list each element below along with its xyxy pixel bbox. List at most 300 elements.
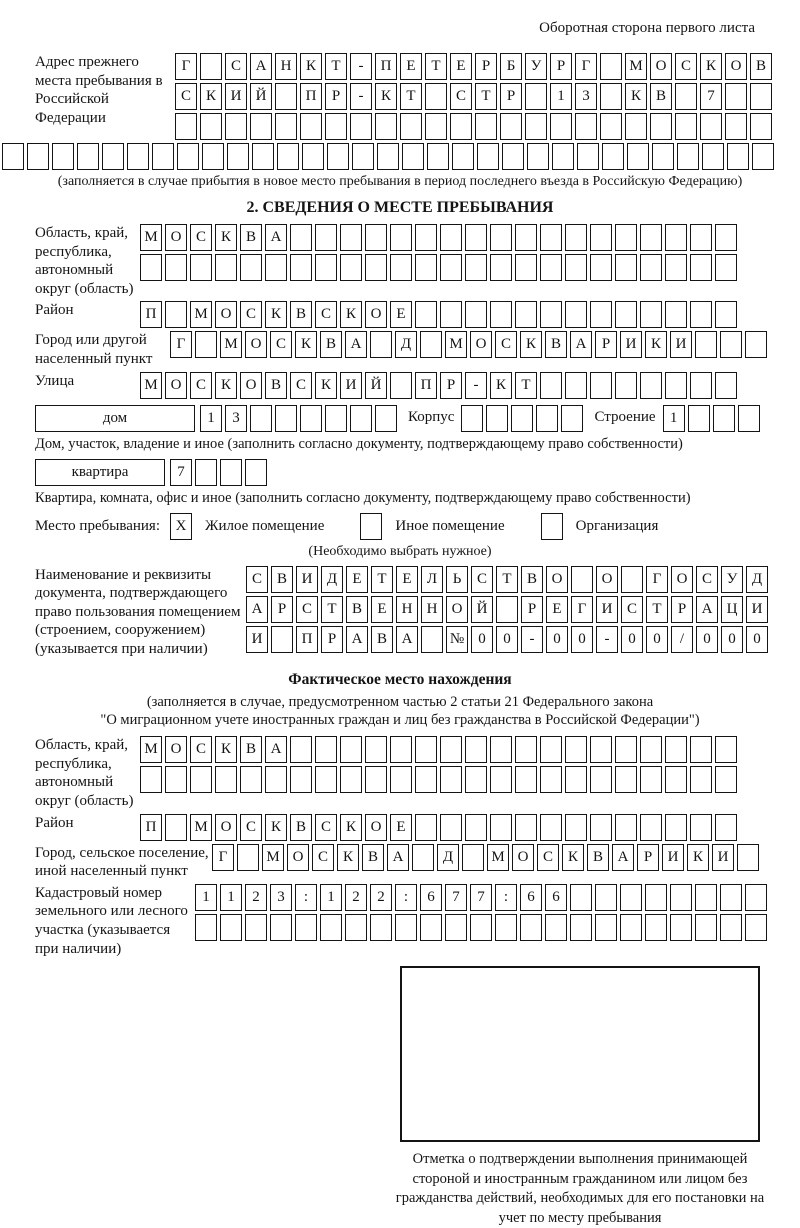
char-cell[interactable] — [665, 372, 687, 399]
char-cell[interactable] — [165, 766, 187, 793]
char-cell[interactable] — [571, 566, 593, 593]
char-cell[interactable] — [615, 372, 637, 399]
char-cell[interactable] — [390, 736, 412, 763]
char-cell[interactable]: Т — [475, 83, 497, 110]
char-cell[interactable]: И — [620, 331, 642, 358]
char-cell[interactable] — [470, 914, 492, 941]
char-cell[interactable]: 2 — [345, 884, 367, 911]
char-cell[interactable] — [590, 301, 612, 328]
char-cell[interactable] — [415, 736, 437, 763]
char-cell[interactable] — [665, 814, 687, 841]
char-cell[interactable]: К — [645, 331, 667, 358]
char-cell[interactable]: А — [265, 736, 287, 763]
char-cell[interactable]: К — [625, 83, 647, 110]
char-cell[interactable] — [220, 459, 242, 486]
char-cell[interactable] — [745, 331, 767, 358]
char-cell[interactable] — [715, 766, 737, 793]
char-cell[interactable] — [421, 626, 443, 653]
char-cell[interactable] — [270, 914, 292, 941]
char-cell[interactable] — [102, 143, 124, 170]
char-cell[interactable] — [520, 914, 542, 941]
char-cell[interactable]: Д — [746, 566, 768, 593]
char-cell[interactable]: Ь — [446, 566, 468, 593]
char-cell[interactable] — [640, 224, 662, 251]
char-cell[interactable]: Е — [346, 566, 368, 593]
char-cell[interactable] — [440, 814, 462, 841]
char-cell[interactable] — [738, 405, 760, 432]
char-cell[interactable] — [420, 914, 442, 941]
char-cell[interactable] — [465, 736, 487, 763]
char-cell[interactable] — [590, 736, 612, 763]
char-cell[interactable] — [140, 766, 162, 793]
char-cell[interactable]: 3 — [575, 83, 597, 110]
char-cell[interactable] — [665, 766, 687, 793]
char-cell[interactable] — [652, 143, 674, 170]
char-cell[interactable] — [175, 113, 197, 140]
char-cell[interactable]: О — [650, 53, 672, 80]
char-cell[interactable] — [390, 766, 412, 793]
char-cell[interactable] — [575, 113, 597, 140]
char-cell[interactable] — [450, 113, 472, 140]
char-cell[interactable] — [245, 459, 267, 486]
char-cell[interactable] — [252, 143, 274, 170]
char-cell[interactable]: 0 — [546, 626, 568, 653]
char-cell[interactable]: Р — [271, 596, 293, 623]
char-cell[interactable] — [340, 254, 362, 281]
char-cell[interactable]: Е — [371, 596, 393, 623]
char-cell[interactable] — [320, 914, 342, 941]
char-cell[interactable] — [190, 254, 212, 281]
char-cell[interactable]: У — [721, 566, 743, 593]
char-cell[interactable] — [140, 254, 162, 281]
char-cell[interactable] — [727, 143, 749, 170]
char-cell[interactable]: С — [696, 566, 718, 593]
char-cell[interactable]: А — [345, 331, 367, 358]
char-cell[interactable]: / — [671, 626, 693, 653]
char-cell[interactable] — [265, 254, 287, 281]
char-cell[interactable] — [550, 113, 572, 140]
char-cell[interactable]: Й — [365, 372, 387, 399]
char-cell[interactable] — [590, 224, 612, 251]
char-cell[interactable]: У — [525, 53, 547, 80]
char-cell[interactable]: Т — [515, 372, 537, 399]
char-cell[interactable] — [725, 113, 747, 140]
char-cell[interactable]: П — [300, 83, 322, 110]
char-cell[interactable]: В — [346, 596, 368, 623]
char-cell[interactable] — [52, 143, 74, 170]
char-cell[interactable] — [215, 254, 237, 281]
char-cell[interactable] — [2, 143, 24, 170]
char-cell[interactable] — [275, 113, 297, 140]
char-cell[interactable]: К — [215, 736, 237, 763]
char-cell[interactable] — [195, 459, 217, 486]
char-cell[interactable]: М — [445, 331, 467, 358]
char-cell[interactable] — [640, 766, 662, 793]
char-cell[interactable]: В — [271, 566, 293, 593]
char-cell[interactable] — [277, 143, 299, 170]
char-cell[interactable] — [590, 372, 612, 399]
char-cell[interactable] — [565, 736, 587, 763]
char-cell[interactable] — [415, 254, 437, 281]
char-cell[interactable]: : — [395, 884, 417, 911]
char-cell[interactable] — [340, 224, 362, 251]
char-cell[interactable] — [688, 405, 710, 432]
char-cell[interactable]: С — [190, 372, 212, 399]
char-cell[interactable]: 6 — [420, 884, 442, 911]
char-cell[interactable] — [315, 736, 337, 763]
char-cell[interactable]: Н — [275, 53, 297, 80]
char-cell[interactable] — [27, 143, 49, 170]
char-cell[interactable] — [525, 113, 547, 140]
char-cell[interactable]: Е — [400, 53, 422, 80]
char-cell[interactable]: С — [240, 814, 262, 841]
char-cell[interactable]: В — [545, 331, 567, 358]
char-cell[interactable] — [640, 254, 662, 281]
char-cell[interactable]: И — [296, 566, 318, 593]
char-cell[interactable] — [702, 143, 724, 170]
char-cell[interactable]: О — [165, 372, 187, 399]
char-cell[interactable]: Р — [550, 53, 572, 80]
char-cell[interactable] — [200, 113, 222, 140]
char-cell[interactable]: 1 — [550, 83, 572, 110]
char-cell[interactable] — [440, 254, 462, 281]
char-cell[interactable] — [615, 736, 637, 763]
char-cell[interactable]: Й — [250, 83, 272, 110]
char-cell[interactable]: Д — [437, 844, 459, 871]
char-cell[interactable] — [265, 766, 287, 793]
char-cell[interactable] — [225, 113, 247, 140]
char-cell[interactable]: 0 — [646, 626, 668, 653]
char-cell[interactable] — [127, 143, 149, 170]
char-cell[interactable] — [445, 914, 467, 941]
char-cell[interactable] — [250, 405, 272, 432]
char-cell[interactable] — [752, 143, 774, 170]
char-cell[interactable] — [695, 884, 717, 911]
char-cell[interactable]: В — [750, 53, 772, 80]
checkbox-zhiloe[interactable]: X — [170, 513, 192, 540]
char-cell[interactable]: Г — [646, 566, 668, 593]
char-cell[interactable] — [440, 736, 462, 763]
char-cell[interactable]: Г — [170, 331, 192, 358]
char-cell[interactable]: С — [312, 844, 334, 871]
char-cell[interactable] — [540, 814, 562, 841]
char-cell[interactable] — [400, 113, 422, 140]
char-cell[interactable] — [690, 814, 712, 841]
char-cell[interactable]: 0 — [696, 626, 718, 653]
char-cell[interactable] — [490, 254, 512, 281]
char-cell[interactable] — [500, 113, 522, 140]
char-cell[interactable] — [440, 224, 462, 251]
char-cell[interactable] — [527, 143, 549, 170]
char-cell[interactable] — [540, 736, 562, 763]
char-cell[interactable] — [461, 405, 483, 432]
char-cell[interactable] — [690, 254, 712, 281]
char-cell[interactable] — [465, 766, 487, 793]
char-cell[interactable]: А — [696, 596, 718, 623]
char-cell[interactable]: Г — [175, 53, 197, 80]
char-cell[interactable] — [540, 372, 562, 399]
char-cell[interactable] — [540, 224, 562, 251]
char-cell[interactable] — [750, 113, 772, 140]
char-cell[interactable] — [495, 914, 517, 941]
char-cell[interactable] — [250, 113, 272, 140]
char-cell[interactable] — [715, 814, 737, 841]
char-cell[interactable]: А — [246, 596, 268, 623]
char-cell[interactable]: С — [315, 814, 337, 841]
char-cell[interactable]: С — [621, 596, 643, 623]
char-cell[interactable] — [315, 254, 337, 281]
char-cell[interactable]: В — [362, 844, 384, 871]
char-cell[interactable] — [615, 224, 637, 251]
char-cell[interactable] — [227, 143, 249, 170]
char-cell[interactable] — [690, 736, 712, 763]
char-cell[interactable]: И — [225, 83, 247, 110]
char-cell[interactable]: О — [245, 331, 267, 358]
char-cell[interactable] — [615, 766, 637, 793]
char-cell[interactable]: В — [650, 83, 672, 110]
char-cell[interactable] — [515, 736, 537, 763]
char-cell[interactable]: 2 — [245, 884, 267, 911]
char-cell[interactable]: К — [300, 53, 322, 80]
char-cell[interactable] — [425, 83, 447, 110]
char-cell[interactable]: М — [190, 814, 212, 841]
char-cell[interactable] — [600, 83, 622, 110]
char-cell[interactable]: В — [240, 224, 262, 251]
char-cell[interactable] — [690, 372, 712, 399]
char-cell[interactable] — [552, 143, 574, 170]
char-cell[interactable] — [525, 83, 547, 110]
char-cell[interactable] — [713, 405, 735, 432]
char-cell[interactable] — [490, 814, 512, 841]
char-cell[interactable] — [195, 331, 217, 358]
char-cell[interactable]: Р — [475, 53, 497, 80]
char-cell[interactable] — [715, 224, 737, 251]
char-cell[interactable] — [395, 914, 417, 941]
char-cell[interactable] — [377, 143, 399, 170]
char-cell[interactable] — [545, 914, 567, 941]
char-cell[interactable]: Т — [496, 566, 518, 593]
char-cell[interactable]: : — [295, 884, 317, 911]
char-cell[interactable]: Т — [371, 566, 393, 593]
char-cell[interactable]: К — [265, 814, 287, 841]
char-cell[interactable] — [590, 814, 612, 841]
char-cell[interactable]: - — [350, 83, 372, 110]
char-cell[interactable]: 0 — [571, 626, 593, 653]
char-cell[interactable]: Й — [471, 596, 493, 623]
char-cell[interactable] — [645, 914, 667, 941]
char-cell[interactable]: 7 — [470, 884, 492, 911]
char-cell[interactable] — [271, 626, 293, 653]
char-cell[interactable] — [345, 914, 367, 941]
char-cell[interactable]: К — [337, 844, 359, 871]
char-cell[interactable] — [440, 766, 462, 793]
char-cell[interactable]: С — [190, 736, 212, 763]
char-cell[interactable]: С — [315, 301, 337, 328]
char-cell[interactable]: 0 — [471, 626, 493, 653]
char-cell[interactable]: 3 — [225, 405, 247, 432]
char-cell[interactable] — [275, 405, 297, 432]
char-cell[interactable] — [350, 113, 372, 140]
char-cell[interactable] — [490, 766, 512, 793]
char-cell[interactable]: С — [471, 566, 493, 593]
char-cell[interactable]: Л — [421, 566, 443, 593]
char-cell[interactable]: - — [596, 626, 618, 653]
char-cell[interactable]: 1 — [320, 884, 342, 911]
char-cell[interactable] — [515, 301, 537, 328]
char-cell[interactable]: 0 — [621, 626, 643, 653]
char-cell[interactable] — [615, 814, 637, 841]
char-cell[interactable]: О — [287, 844, 309, 871]
char-cell[interactable] — [315, 766, 337, 793]
char-cell[interactable] — [275, 83, 297, 110]
char-cell[interactable]: С — [270, 331, 292, 358]
char-cell[interactable] — [375, 113, 397, 140]
char-cell[interactable]: К — [490, 372, 512, 399]
char-cell[interactable]: О — [596, 566, 618, 593]
char-cell[interactable]: Р — [440, 372, 462, 399]
char-cell[interactable] — [290, 766, 312, 793]
char-cell[interactable]: 0 — [496, 626, 518, 653]
char-cell[interactable] — [325, 113, 347, 140]
char-cell[interactable] — [570, 884, 592, 911]
char-cell[interactable] — [490, 736, 512, 763]
char-cell[interactable]: В — [290, 814, 312, 841]
char-cell[interactable]: П — [140, 301, 162, 328]
char-cell[interactable]: С — [296, 596, 318, 623]
char-cell[interactable]: П — [296, 626, 318, 653]
char-cell[interactable] — [415, 224, 437, 251]
char-cell[interactable]: И — [662, 844, 684, 871]
char-cell[interactable]: Е — [546, 596, 568, 623]
char-cell[interactable] — [195, 914, 217, 941]
char-cell[interactable] — [750, 83, 772, 110]
char-cell[interactable]: Р — [671, 596, 693, 623]
char-cell[interactable] — [615, 254, 637, 281]
char-cell[interactable]: К — [520, 331, 542, 358]
char-cell[interactable]: Т — [646, 596, 668, 623]
char-cell[interactable]: Н — [396, 596, 418, 623]
char-cell[interactable] — [237, 844, 259, 871]
char-cell[interactable] — [690, 301, 712, 328]
char-cell[interactable]: 7 — [445, 884, 467, 911]
char-cell[interactable] — [737, 844, 759, 871]
char-cell[interactable]: А — [612, 844, 634, 871]
char-cell[interactable] — [565, 372, 587, 399]
char-cell[interactable]: Т — [325, 53, 347, 80]
char-cell[interactable] — [502, 143, 524, 170]
char-cell[interactable]: О — [512, 844, 534, 871]
char-cell[interactable]: Т — [400, 83, 422, 110]
char-cell[interactable]: О — [365, 301, 387, 328]
char-cell[interactable]: О — [725, 53, 747, 80]
char-cell[interactable]: Р — [637, 844, 659, 871]
char-cell[interactable] — [690, 224, 712, 251]
char-cell[interactable] — [665, 736, 687, 763]
char-cell[interactable]: В — [290, 301, 312, 328]
char-cell[interactable] — [570, 914, 592, 941]
char-cell[interactable]: Е — [390, 814, 412, 841]
char-cell[interactable]: В — [371, 626, 393, 653]
char-cell[interactable]: М — [487, 844, 509, 871]
char-cell[interactable]: 0 — [721, 626, 743, 653]
char-cell[interactable] — [290, 254, 312, 281]
char-cell[interactable] — [177, 143, 199, 170]
char-cell[interactable]: М — [262, 844, 284, 871]
char-cell[interactable]: 1 — [200, 405, 222, 432]
char-cell[interactable] — [465, 814, 487, 841]
char-cell[interactable] — [561, 405, 583, 432]
char-cell[interactable]: 7 — [170, 459, 192, 486]
char-cell[interactable] — [695, 331, 717, 358]
char-cell[interactable] — [370, 914, 392, 941]
char-cell[interactable] — [600, 113, 622, 140]
char-cell[interactable] — [245, 914, 267, 941]
char-cell[interactable]: С — [450, 83, 472, 110]
char-cell[interactable] — [490, 224, 512, 251]
char-cell[interactable]: С — [537, 844, 559, 871]
char-cell[interactable] — [665, 224, 687, 251]
char-cell[interactable] — [340, 766, 362, 793]
char-cell[interactable]: О — [240, 372, 262, 399]
char-cell[interactable]: - — [465, 372, 487, 399]
char-cell[interactable]: М — [190, 301, 212, 328]
char-cell[interactable]: Р — [500, 83, 522, 110]
char-cell[interactable] — [165, 254, 187, 281]
char-cell[interactable]: В — [320, 331, 342, 358]
char-cell[interactable] — [715, 736, 737, 763]
char-cell[interactable] — [620, 914, 642, 941]
char-cell[interactable]: В — [240, 736, 262, 763]
char-cell[interactable] — [465, 254, 487, 281]
char-cell[interactable]: М — [140, 736, 162, 763]
char-cell[interactable]: К — [700, 53, 722, 80]
char-cell[interactable] — [465, 224, 487, 251]
char-cell[interactable] — [515, 224, 537, 251]
char-cell[interactable]: С — [175, 83, 197, 110]
char-cell[interactable]: О — [546, 566, 568, 593]
char-cell[interactable] — [715, 301, 737, 328]
char-cell[interactable] — [220, 914, 242, 941]
char-cell[interactable] — [745, 884, 767, 911]
char-cell[interactable] — [595, 884, 617, 911]
char-cell[interactable] — [365, 766, 387, 793]
char-cell[interactable] — [677, 143, 699, 170]
char-cell[interactable] — [625, 113, 647, 140]
char-cell[interactable] — [290, 736, 312, 763]
char-cell[interactable]: В — [265, 372, 287, 399]
char-cell[interactable]: А — [265, 224, 287, 251]
char-cell[interactable] — [390, 372, 412, 399]
char-cell[interactable]: К — [200, 83, 222, 110]
char-cell[interactable]: И — [712, 844, 734, 871]
char-cell[interactable] — [215, 766, 237, 793]
char-cell[interactable] — [340, 736, 362, 763]
char-cell[interactable] — [152, 143, 174, 170]
char-cell[interactable] — [327, 143, 349, 170]
checkbox-organizatsiya[interactable] — [541, 513, 563, 540]
char-cell[interactable] — [615, 301, 637, 328]
char-cell[interactable]: С — [225, 53, 247, 80]
char-cell[interactable] — [640, 814, 662, 841]
char-cell[interactable] — [165, 814, 187, 841]
char-cell[interactable]: М — [140, 224, 162, 251]
char-cell[interactable]: К — [295, 331, 317, 358]
char-cell[interactable]: № — [446, 626, 468, 653]
char-cell[interactable]: Г — [212, 844, 234, 871]
char-cell[interactable] — [190, 766, 212, 793]
char-cell[interactable] — [425, 113, 447, 140]
char-cell[interactable]: Н — [421, 596, 443, 623]
